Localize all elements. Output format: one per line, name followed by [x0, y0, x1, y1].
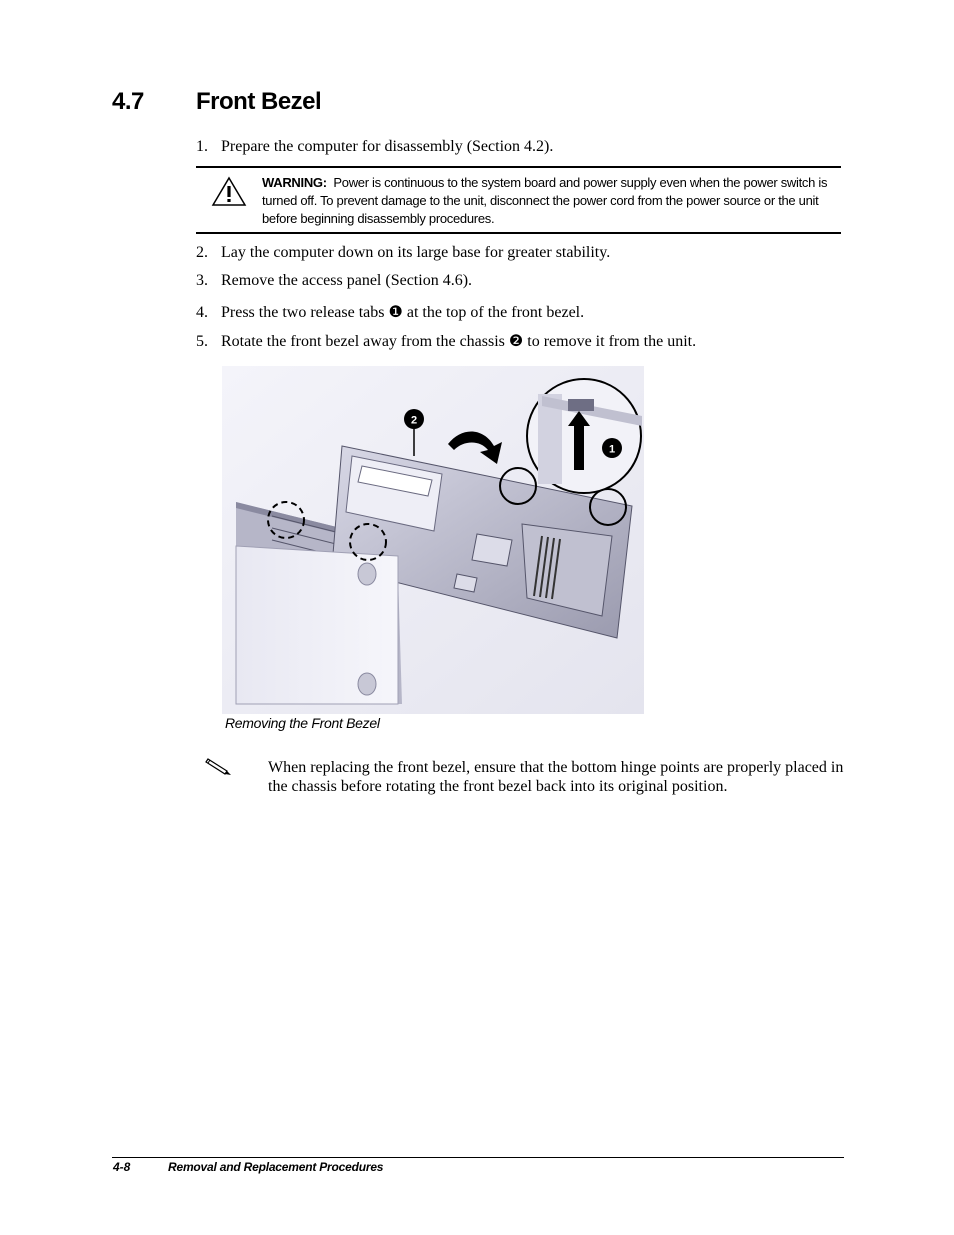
- step-2: [196, 244, 610, 262]
- step-text-after: to remove it from the unit.: [523, 333, 697, 350]
- pencil-note-icon: [205, 755, 233, 782]
- step-5: [196, 331, 696, 351]
- step-1: [196, 138, 553, 156]
- step-number: 5.: [196, 333, 208, 350]
- step-number: 4.: [196, 304, 208, 321]
- step-3: [196, 272, 472, 290]
- warning-bottom-rule: [196, 232, 841, 234]
- callout-marker-2: ❷: [508, 333, 524, 350]
- front-bezel-illustration: [222, 366, 644, 714]
- section-title: Front Bezel: [196, 88, 322, 115]
- step-number: 3.: [196, 272, 208, 289]
- step-text-before: Rotate the front bezel away from the chassis: [221, 333, 509, 350]
- warning-body: Power is continuous to the system board and power supply even when the power switch is turned off. To prevent damage to the unit, disconnect the power cord from the power source or the unit before beginning disassembly procedures.: [262, 175, 828, 226]
- footer-chapter-title: Removal and Replacement Procedures: [168, 1160, 384, 1174]
- note-text: When replacing the front bezel, ensure that the bottom hinge points are properly placed in the chassis before rotating the front bezel back into its original position.: [268, 759, 844, 795]
- footer-page-number: 4-8: [113, 1160, 131, 1174]
- step-text: Prepare the computer for disassembly (Section 4.2).: [221, 138, 554, 155]
- step-number: 2.: [196, 244, 208, 261]
- callout-2-label: 2: [410, 414, 418, 427]
- warning-top-rule: [196, 166, 841, 168]
- warning-label: WARNING:: [262, 175, 327, 190]
- footer-rule: [112, 1157, 844, 1158]
- step-text-before: Press the two release tabs: [221, 304, 389, 321]
- step-number: 1.: [196, 138, 208, 155]
- step-4: [196, 302, 584, 322]
- step-text: Remove the access panel (Section 4.6).: [221, 272, 473, 289]
- warning-text: [262, 174, 832, 228]
- callout-marker-1: ❶: [388, 304, 403, 321]
- figure-caption: Removing the Front Bezel: [225, 715, 380, 731]
- section-number: 4.7: [112, 88, 144, 115]
- step-text: Lay the computer down on its large base for greater stability.: [221, 244, 611, 261]
- step-text-after: at the top of the front bezel.: [402, 304, 585, 321]
- callout-1-label: 1: [608, 443, 616, 456]
- warning-triangle-icon: [211, 176, 247, 213]
